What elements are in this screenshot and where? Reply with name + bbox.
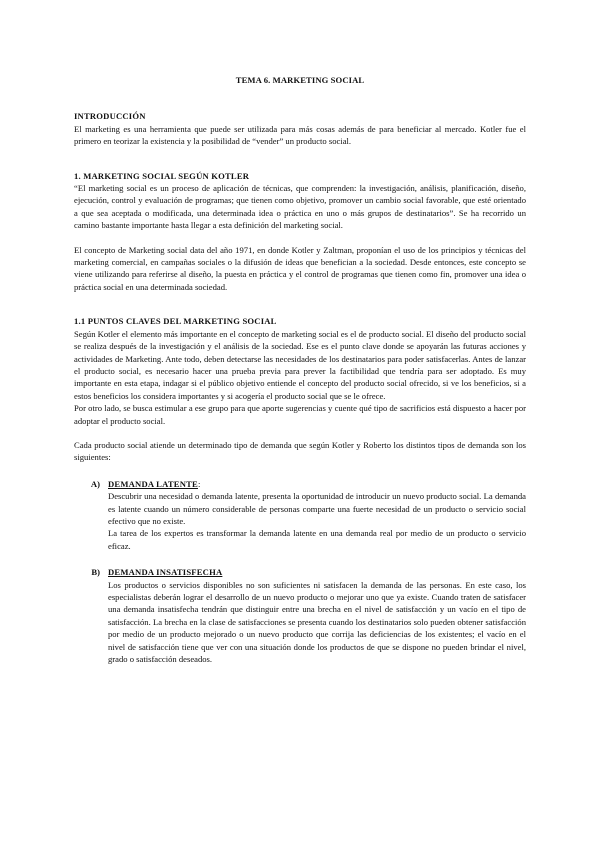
section1-paragraph-2: El concepto de Marketing social data del año 1971, en donde Kotler y Zaltman, proponían el uso de los principios y técnicas del marketing comercial, en campañas sociales o la difusión de ideas que benefician a la sociedad. Desde entonces, este concepto se viene utilizando para referirse al diseño, la puesta en práctica y el control de programas que tienen como fin, promover una idea o práctica social en una determinada sociedad. <box>74 244 526 292</box>
intro-heading: INTRODUCCIÓN <box>74 111 146 122</box>
demand-item-heading <box>74 566 526 578</box>
demand-item-heading <box>74 478 526 490</box>
section11-paragraph-3: Cada producto social atiende un determinado tipo de demanda que según Kotler y Roberto los distintos tipos de demanda son los siguientes: <box>74 439 526 463</box>
document-title: TEMA 6. MARKETING SOCIAL <box>235 75 365 85</box>
demand-item-title: DEMANDA INSATISFECHA <box>108 567 223 578</box>
demand-item-a <box>74 478 526 552</box>
demand-a-paragraph-1: Descubrir una necesidad o demanda latente, presenta la oportunidad de introducir un nuevo producto social. La demanda es latente cuando un número considerable de personas comparte una fuerte necesidad de un producto o servicio social efectivo que no existe. <box>108 491 526 526</box>
section11-heading: 1.1 PUNTOS CLAVES DEL MARKETING SOCIAL <box>74 316 277 327</box>
demand-a-paragraph-2: La tarea de los expertos es transformar la demanda latente en una demanda real por medio de un producto o servicio eficaz. <box>108 528 526 551</box>
demand-item-b <box>74 566 526 665</box>
demand-item-body <box>108 579 526 666</box>
intro-paragraph: El marketing es una herramienta que puede ser utilizada para más cosas además de para beneficiar al mercado. Kotler fue el primero en teorizar la existencia y la posibilidad de “vender” un producto social. <box>74 123 526 147</box>
demand-item-letter: A) <box>90 478 100 489</box>
section11-paragraph-1: Según Kotler el elemento más importante en el concepto de marketing social es el de producto social. El diseño del producto social se realiza después de la investigación y el análisis de la sociedad. Ese es el punto clave donde se apoyarán las futuras acciones y actividades de Marketing. Ante todo, deben detectarse las necesidades de los destinatarios para poder satisfacerlas. Antes de lanzar el producto social, es necesario hacer una prueba previa para prever la factibilidad que tendría para ser adoptado. Es muy importante en esta etapa, indagar si el público objetivo entiende el concepto del producto social ofrecido, si ve los beneficios, si a estos beneficios los considera importantes y si acogería el producto social que se le ofrece. <box>74 328 526 401</box>
section1-paragraph-1: “El marketing social es un proceso de aplicación de técnicas, que comprenden: la investigación, análisis, planificación, diseño, ejecución, control y evaluación de programas; que tienen como objetivo, promover un cambio social favorable, que esté orientado a que sea aceptada o modificada, una determinada idea o práctica en uno o más grupos de destinatarios”. Se ha recorrido un camino bastante importante hasta llegar a esta definición del marketing social. <box>74 183 526 231</box>
demand-item-suffix: : <box>197 478 201 489</box>
document-content <box>74 74 526 665</box>
section1-heading: 1. MARKETING SOCIAL SEGÚN KOTLER <box>74 170 250 181</box>
demand-b-paragraph-1: Los productos o servicios disponibles no son suficientes ni satisfacen la demanda de las personas. En este caso, los especialistas deberán lograr el desarrollo de un nuevo producto o mejorar uno que ya existe. Cuando traten de satisfacer una demanda insatisfecha tendrán que distinguir entre una brecha en el nivel de satisfacción y un vacío en el tipo de satisfacción. La brecha en la clase de satisfacciones se presenta cuando los destinatarios solo pueden obtener satisfacción por medio de un producto mejorado o un nuevo producto que corrija las deficiencias de los existentes; el vacío en el nivel de satisfacción tiene que ver con una situación donde los productos de que se dispone no pueden brindar el nivel, grado o satisfacción deseados. <box>108 579 526 665</box>
demand-item-body <box>108 490 526 552</box>
demand-item-title: DEMANDA LATENTE <box>108 478 198 489</box>
demand-item-letter: B) <box>91 567 100 578</box>
section11-paragraph-2: Por otro lado, se busca estimular a ese grupo para que aporte sugerencias y cuente qué tipo de sacrificios está dispuesto a hacer por adoptar el producto social. <box>74 403 526 426</box>
